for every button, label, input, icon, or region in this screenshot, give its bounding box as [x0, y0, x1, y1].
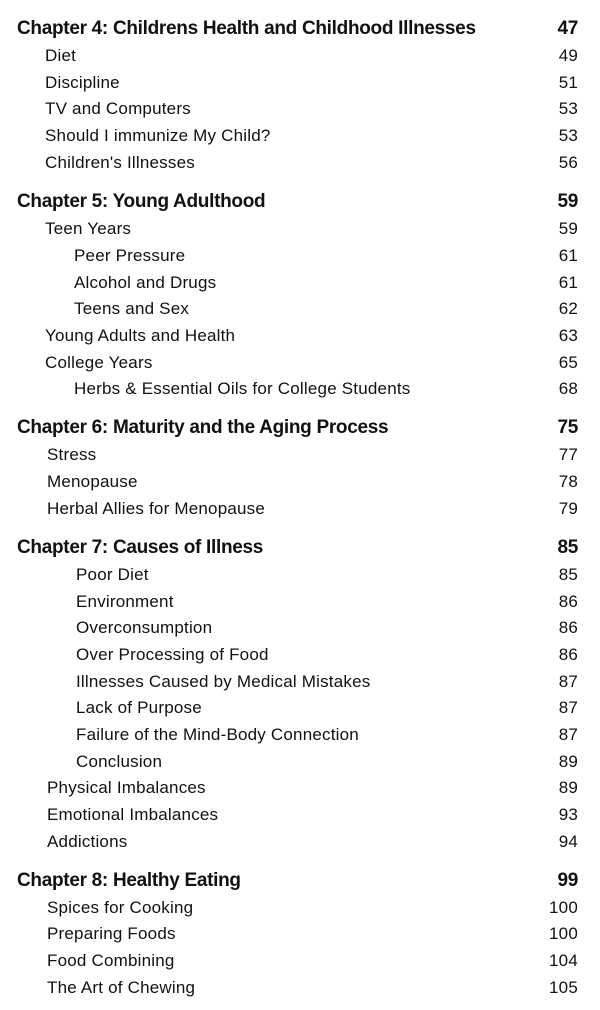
- toc-entry: [0, 44, 600, 68]
- entry-title: Spices for Cooking: [47, 898, 194, 917]
- toc-subentry: [0, 616, 600, 640]
- entry-title: Herbal Allies for Menopause: [47, 499, 266, 518]
- entry-page: 89: [558, 752, 578, 771]
- entry-title: Diet: [45, 46, 77, 65]
- entry-title: Failure of the Mind-Body Connection: [76, 725, 359, 744]
- toc-entry: [0, 324, 600, 348]
- toc-entry: [0, 497, 600, 521]
- toc-chapter-5: [0, 190, 600, 214]
- entry-title: Illnesses Caused by Medical Mistakes: [76, 672, 371, 691]
- toc-subentry: [0, 696, 600, 720]
- toc-chapter-6: [0, 416, 600, 440]
- toc-entry: [0, 217, 600, 241]
- entry-page: 87: [558, 725, 578, 744]
- entry-title: The Art of Chewing: [47, 978, 196, 997]
- entry-title: Emotional Imbalances: [47, 805, 219, 824]
- entry-page: 79: [558, 499, 578, 518]
- toc-subentry: [0, 723, 600, 747]
- toc-subentry: [0, 590, 600, 614]
- entry-title: Environment: [76, 592, 174, 611]
- entry-title: Should I immunize My Child?: [45, 126, 271, 145]
- toc-entry: [0, 896, 600, 920]
- toc-entry: [0, 949, 600, 973]
- entry-page: 59: [558, 219, 578, 238]
- toc-entry: [0, 71, 600, 95]
- entry-title: Food Combining: [47, 951, 175, 970]
- entry-title: Stress: [47, 445, 97, 464]
- entry-page: 93: [558, 805, 578, 824]
- entry-title: Discipline: [45, 73, 120, 92]
- toc-entry: [0, 351, 600, 375]
- entry-title: Children's Illnesses: [45, 153, 195, 172]
- entry-title: Lack of Purpose: [76, 698, 202, 717]
- entry-page: 65: [558, 353, 578, 372]
- toc-entry: [0, 124, 600, 148]
- toc-subentry: [0, 750, 600, 774]
- entry-page: 53: [558, 126, 578, 145]
- entry-page: 61: [558, 246, 578, 265]
- toc-entry: [0, 830, 600, 854]
- toc-subentry: [0, 377, 600, 401]
- toc-subentry: [0, 297, 600, 321]
- entry-title: Teens and Sex: [74, 299, 190, 318]
- toc-subentry: [0, 271, 600, 295]
- toc-subentry: [0, 670, 600, 694]
- entry-page: 99: [557, 870, 578, 891]
- entry-page: 87: [558, 672, 578, 691]
- entry-page: 78: [558, 472, 578, 491]
- entry-title: Over Processing of Food: [76, 645, 269, 664]
- entry-title: Chapter 4: Childrens Health and Childhood Illnesses: [17, 18, 476, 39]
- toc-entry: [0, 97, 600, 121]
- entry-title: Physical Imbalances: [47, 778, 206, 797]
- toc-entry: [0, 443, 600, 467]
- entry-title: Overconsumption: [76, 618, 213, 637]
- entry-page: 77: [558, 445, 578, 464]
- toc-entry: [0, 803, 600, 827]
- toc-entry: [0, 922, 600, 946]
- entry-page: 59: [557, 191, 578, 212]
- entry-title: Peer Pressure: [74, 246, 186, 265]
- entry-page: 68: [558, 379, 578, 398]
- entry-page: 94: [558, 832, 578, 851]
- entry-title: Herbs & Essential Oils for College Students: [74, 379, 411, 398]
- toc-subentry: [0, 244, 600, 268]
- entry-page: 53: [558, 99, 578, 118]
- entry-title: College Years: [45, 353, 153, 372]
- entry-page: 105: [549, 978, 578, 997]
- entry-title: Chapter 6: Maturity and the Aging Process: [17, 417, 389, 438]
- entry-title: Young Adults and Health: [45, 326, 236, 345]
- entry-page: 104: [549, 951, 578, 970]
- entry-page: 85: [558, 565, 578, 584]
- entry-page: 56: [558, 153, 578, 172]
- toc-subentry: [0, 563, 600, 587]
- toc-subentry: [0, 643, 600, 667]
- entry-page: 87: [558, 698, 578, 717]
- entry-page: 75: [557, 417, 578, 438]
- entry-page: 100: [549, 898, 578, 917]
- entry-title: Preparing Foods: [47, 924, 176, 943]
- entry-page: 47: [557, 18, 578, 39]
- entry-title: Menopause: [47, 472, 138, 491]
- entry-title: Teen Years: [45, 219, 132, 238]
- entry-page: 86: [558, 592, 578, 611]
- toc-chapter-4: [0, 17, 600, 41]
- entry-page: 49: [558, 46, 578, 65]
- toc-entry: [0, 776, 600, 800]
- toc-chapter-7: [0, 536, 600, 560]
- entry-page: 63: [558, 326, 578, 345]
- entry-page: 100: [549, 924, 578, 943]
- entry-title: Chapter 8: Healthy Eating: [17, 870, 241, 891]
- entry-page: 86: [558, 618, 578, 637]
- entry-page: 61: [558, 273, 578, 292]
- entry-page: 89: [558, 778, 578, 797]
- entry-page: 51: [558, 73, 578, 92]
- toc-entry: [0, 470, 600, 494]
- entry-page: 62: [558, 299, 578, 318]
- entry-title: Conclusion: [76, 752, 163, 771]
- entry-title: Chapter 7: Causes of Illness: [17, 537, 264, 558]
- toc-entry: [0, 976, 600, 1000]
- entry-title: Poor Diet: [76, 565, 149, 584]
- toc-entry: [0, 151, 600, 175]
- entry-page: 85: [557, 537, 578, 558]
- entry-page: 86: [558, 645, 578, 664]
- entry-title: TV and Computers: [45, 99, 191, 118]
- entry-title: Alcohol and Drugs: [74, 273, 217, 292]
- entry-title: Addictions: [47, 832, 128, 851]
- toc-chapter-8: [0, 869, 600, 893]
- entry-title: Chapter 5: Young Adulthood: [17, 191, 266, 212]
